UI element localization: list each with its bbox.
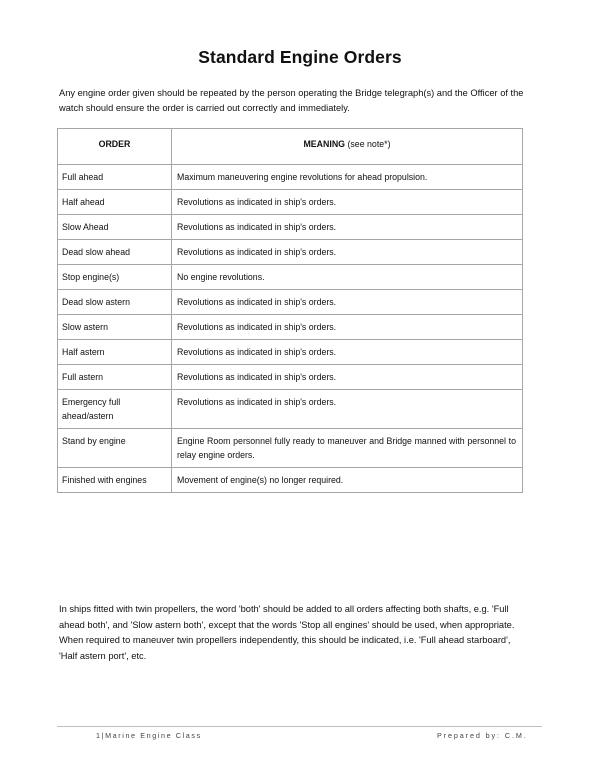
table-row — [58, 190, 523, 215]
meaning-cell: Revolutions as indicated in ship's orders. — [172, 290, 523, 315]
order-cell: Full ahead — [58, 165, 172, 190]
order-cell: Emergency full ahead/astern — [58, 390, 172, 429]
table-row — [58, 290, 523, 315]
table-row — [58, 265, 523, 290]
order-cell: Slow astern — [58, 315, 172, 340]
intro-paragraph: Any engine order given should be repeated by the person operating the Bridge telegraph(s) and the Officer of the watch should ensure the order is carried out correctly and immediately. — [59, 88, 524, 113]
table-row — [58, 429, 523, 468]
order-cell: Dead slow ahead — [58, 240, 172, 265]
meaning-cell: Maximum maneuvering engine revolutions for ahead propulsion. — [172, 165, 523, 190]
header-meaning: MEANING (see note*) — [172, 129, 523, 165]
meaning-cell: Revolutions as indicated in ship's orders. — [172, 315, 523, 340]
meaning-cell: Revolutions as indicated in ship's orders. — [172, 340, 523, 365]
twin-propeller-note: In ships fitted with twin propellers, the word 'both' should be added to all orders affecting both shafts, e.g. 'Full ahead both', and 'Slow astern both', except that the words 'Stop all engines' should be used, when appropriate. When required to maneuver twin propellers independently, this should be indicated, i.e. 'Full ahead starboard', 'Half astern port', etc. — [59, 604, 515, 661]
meaning-cell: Revolutions as indicated in ship's orders. — [172, 390, 523, 429]
header-order: ORDER — [58, 129, 172, 165]
page-title: Standard Engine Orders — [198, 47, 402, 67]
table-row — [58, 215, 523, 240]
meaning-cell: Revolutions as indicated in ship's orders. — [172, 215, 523, 240]
engine-orders-table — [57, 128, 523, 493]
table-header-row — [58, 129, 523, 165]
footer-divider — [57, 726, 542, 727]
meaning-cell: Engine Room personnel fully ready to maneuver and Bridge manned with personnel to relay engine orders. — [172, 429, 523, 468]
table-row — [58, 468, 523, 493]
footer-author: Prepared by: C.M. — [437, 731, 528, 740]
order-cell: Finished with engines — [58, 468, 172, 493]
order-cell: Full astern — [58, 365, 172, 390]
order-cell: Stop engine(s) — [58, 265, 172, 290]
meaning-cell: No engine revolutions. — [172, 265, 523, 290]
table-row — [58, 390, 523, 429]
meaning-cell: Revolutions as indicated in ship's orders. — [172, 240, 523, 265]
meaning-cell: Movement of engine(s) no longer required. — [172, 468, 523, 493]
table-row — [58, 165, 523, 190]
table-row — [58, 240, 523, 265]
order-cell: Slow Ahead — [58, 215, 172, 240]
order-cell: Stand by engine — [58, 429, 172, 468]
meaning-cell: Revolutions as indicated in ship's orders. — [172, 190, 523, 215]
meaning-cell: Revolutions as indicated in ship's orders. — [172, 365, 523, 390]
order-cell: Half astern — [58, 340, 172, 365]
table-row — [58, 365, 523, 390]
table-row — [58, 315, 523, 340]
header-meaning-note: (see note*) — [345, 139, 391, 149]
footer-page-label: 1|Marine Engine Class — [96, 731, 202, 740]
order-cell: Dead slow astern — [58, 290, 172, 315]
table-row — [58, 340, 523, 365]
order-cell: Half ahead — [58, 190, 172, 215]
